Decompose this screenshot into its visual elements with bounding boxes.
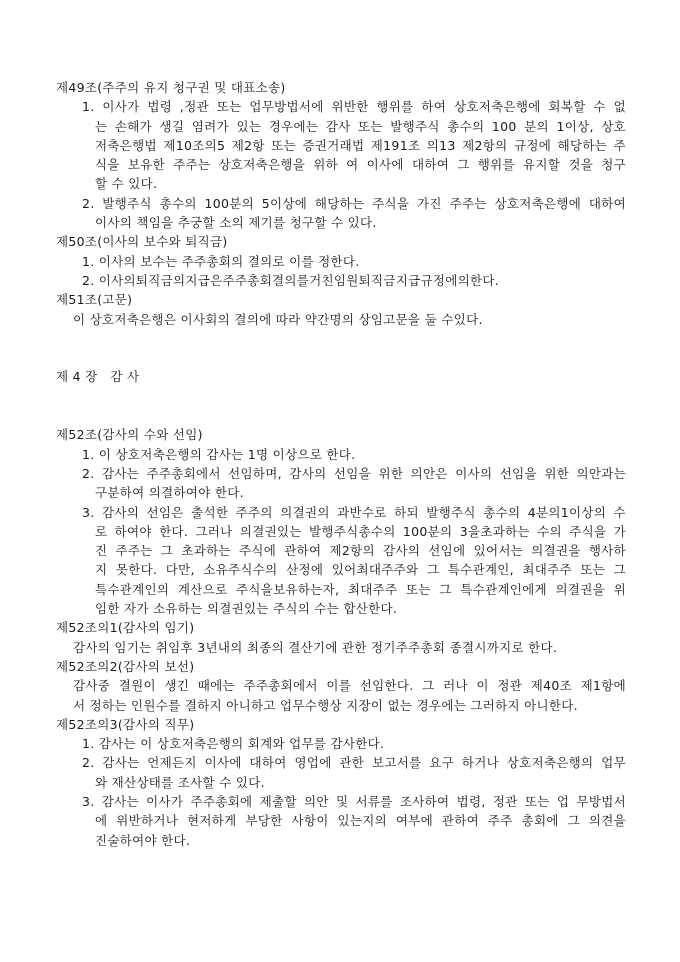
article-heading: 제 4 장 감 사: [56, 369, 140, 385]
text-line: 감사중 결원이 생긴 때에는 주주총회에서 이를 선임한다. 그 러나 이 정관 제40조 제1항에: [73, 678, 626, 694]
article-heading: 제51조(고문): [56, 292, 133, 308]
text-line: 할 수 있다.: [95, 176, 158, 192]
section-article-51: [56, 290, 626, 329]
section-article-52: [56, 425, 626, 618]
text-line: 1. 이사의 보수는 주주총회의 결의로 이를 정한다.: [82, 253, 360, 269]
text-line: 1. 이 상호저축은행의 감사는 1명 이상으로 한다.: [82, 446, 356, 462]
text-line: 감사의 임기는 취임후 3년내의 최종의 결산기에 관한 정기주주총회 종결시까지로 한다.: [73, 639, 558, 655]
text-line: 로 하여야 한다. 그러나 의결권있는 발행주식총수의 100분의 3을초과하는 수의 주식을 가: [95, 523, 626, 539]
section-article-52-2: [56, 657, 626, 715]
text-line: 지 못한다. 다만, 소유주식수의 산정에 있어최대주주와 그 특수관계인, 최대주주 또는 그: [95, 562, 626, 578]
article-heading: 제50조(이사의 보수와 퇴직금): [56, 234, 228, 250]
text-line: 이 상호저축은행은 이사회의 결의에 따라 약간명의 상임고문을 둘 수있다.: [73, 311, 483, 327]
text-line: 식을 보유한 주주는 상호저축은행을 위하 여 이사에 대하여 그 행위를 유지할 것을 청구: [95, 157, 626, 173]
section-article-52-3: [56, 715, 626, 850]
article-heading: 제52조의3(감사의 직무): [56, 716, 195, 732]
section-article-52-1: [56, 618, 626, 657]
text-line: 2. 발행주식 총수의 100분의 5이상에 해당하는 주식을 가진 주주는 상호저축은행에 대하여: [82, 195, 626, 211]
text-line: 2. 이사의퇴직금의지급은주주총회결의를거친임원퇴직금지급규정에의한다.: [82, 272, 500, 288]
text-line: 는 손해가 생길 염려가 있는 경우에는 감사 또는 발행주식 총수의 100 분의 1이상, 상호: [95, 118, 626, 134]
text-line: 서 정하는 인원수를 결하지 아니하고 업무수행상 지장이 없는 경우에는 그러하지 아니한다.: [73, 697, 578, 713]
text-line: 구분하여 의결하여야 한다.: [95, 485, 244, 501]
text-line: 이사의 책임을 추궁할 소의 제기를 청구할 수 있다.: [95, 215, 377, 231]
section-article-49: [56, 78, 626, 232]
section-article-50: [56, 232, 626, 290]
text-line: 진 주주는 그 초과하는 주식에 관하여 제2항의 감사의 선임에 있어서는 의결권을 행사하: [95, 543, 626, 559]
text-line: 진술하여야 한다.: [95, 832, 191, 848]
text-line: 2. 감사는 주주총회에서 선임하며, 감사의 선임을 위한 의안은 이사의 선임을 위한 의안과는: [82, 465, 626, 481]
text-line: 3. 감사는 이사가 주주총회에 제출할 의안 및 서류를 조사하여 법령, 정관 또는 업 무방법서: [82, 793, 626, 809]
text-line: 에 위반하거나 현저하게 부당한 사항이 있는지의 여부에 관하여 주주 총회에 그 의견을: [95, 813, 626, 829]
article-heading: 제52조의1(감사의 임기): [56, 620, 195, 636]
article-heading: 제49조(주주의 유지 청구권 및 대표소송): [56, 80, 286, 95]
section-chapter-4-heading: [56, 367, 626, 386]
text-line: 특수관계인의 계산으로 주식을보유하는자, 최대주주 또는 그 특수관계인에게 의결권을 위: [95, 581, 626, 597]
text-line: 1. 이사가 법령 ,정관 또는 업무방법서에 위반한 행위를 하여 상호저축은행에 회복할 수 없: [82, 99, 626, 115]
article-heading: 제52조(감사의 수와 선임): [56, 427, 203, 443]
text-line: 저축은행법 제10조의5 제2항 또는 증권거래법 제191조 의13 제2항의 규정에 해당하는 주: [95, 137, 626, 153]
document-content: [56, 78, 626, 850]
text-line: 2. 감사는 언제든지 이사에 대하여 영업에 관한 보고서를 요구 하거나 상호저축은행의 업무: [82, 755, 626, 771]
text-line: 3. 감사의 선임은 출석한 주주의 의결권의 과반수로 하되 발행주식 총수의 4분의1이상의 수: [82, 504, 626, 520]
text-line: 임한 자가 소유하는 의결권있는 주식의 수는 합산한다.: [95, 601, 398, 617]
article-heading: 제52조의2(감사의 보선): [56, 658, 195, 674]
text-line: 와 재산상태를 조사할 수 있다.: [95, 774, 265, 790]
text-line: 1. 감사는 이 상호저축은행의 회계와 업무를 감사한다.: [82, 736, 385, 752]
